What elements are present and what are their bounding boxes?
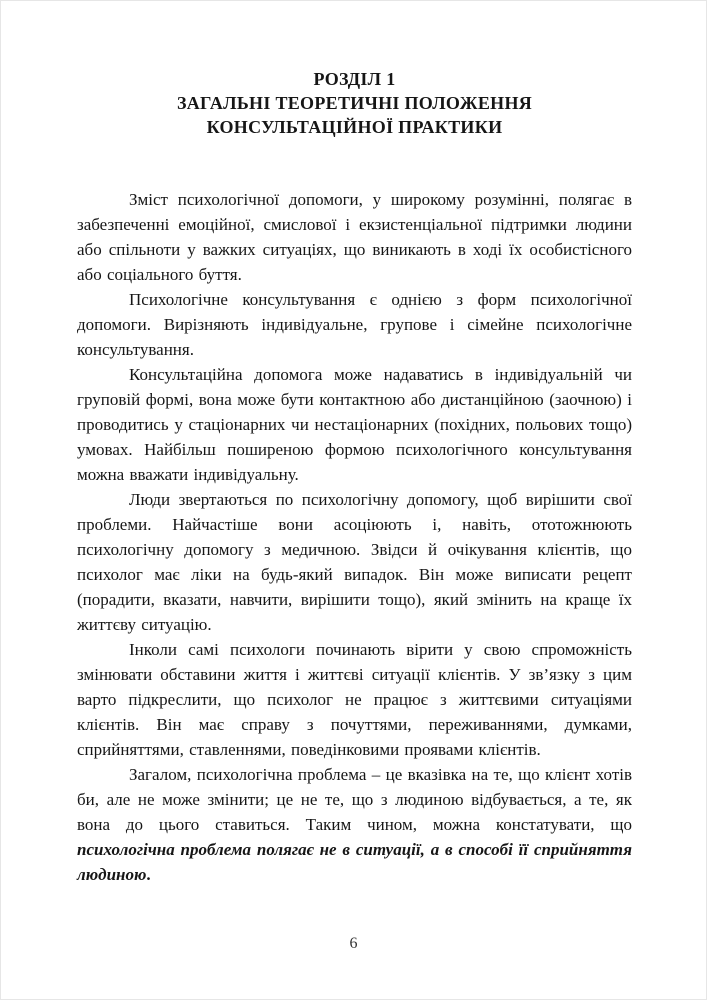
chapter-heading-line-2: ЗАГАЛЬНІ ТЕОРЕТИЧНІ ПОЛОЖЕННЯ bbox=[176, 93, 533, 113]
paragraph-counseling-modes: Консультаційна допомога може надаватись в індивідуальній чи груповій формі, вона може бути контактною або дистанційною (заочною) і проводитись у стаціонарних чи нестаціонарних (похідних, польових тощо) умовах. Найбільш поширеною формою психологічного консультування можна вважати індивідуальну. bbox=[77, 365, 632, 484]
problem-definition-tail: . bbox=[146, 865, 151, 884]
paragraph-psychologist-scope: Інколи самі психологи починають вірити у свою спроможність змінювати обставини життя і життєві ситуації клієнтів. У зв’язку з цим варто підкреслити, що психолог не працює з життєвими ситуаціями клієнтів. Він має справу з почуттями, переживаннями, думками, сприйняттями, ставленнями, поведінковими проявами клієнтів. bbox=[77, 640, 632, 759]
paragraph-problem-definition bbox=[77, 762, 632, 887]
chapter-heading-line-1: РОЗДІЛ 1 bbox=[313, 69, 396, 89]
problem-definition-lead: Загалом, психологічна проблема – це вказівка на те, що клієнт хотів би, але не може змінити; це не те, що з людиною відбувається, а те, як вона до цього ставиться. Таким чином, можна констатувати, що bbox=[77, 765, 632, 834]
body-text bbox=[77, 187, 632, 887]
chapter-heading bbox=[77, 67, 632, 139]
paragraph-counseling-forms: Психологічне консультування є однією з форм психологічної допомоги. Вирізняють індивідуальне, групове і сімейне психологічне консультування. bbox=[77, 290, 632, 359]
chapter-heading-line-3: КОНСУЛЬТАЦІЙНОЇ ПРАКТИКИ bbox=[206, 117, 503, 137]
paragraph-intro-psych-help: Зміст психологічної допомоги, у широкому розумінні, полягає в забезпеченні емоційної, смислової і екзистенціальної підтримки людини або спільноти у важких ситуаціях, що виникають в ході їх особистісного або соціального буття. bbox=[77, 190, 632, 284]
problem-definition-emphasis: психологічна проблема полягає не в ситуації, а в способі її сприйняття людиною bbox=[77, 840, 632, 884]
page-number: 6 bbox=[349, 935, 358, 952]
paragraph-client-expectations: Люди звертаються по психологічну допомогу, щоб вирішити свої проблеми. Найчастіше вони асоціюють і, навіть, ототожнюють психологічну допомогу з медичною. Звідси й очікування клієнтів, що психолог має ліки на будь-який випадок. Він може виписати рецепт (порадити, вказати, навчити, вирішити тощо), який змінить на краще їх життєву ситуацію. bbox=[77, 490, 632, 634]
